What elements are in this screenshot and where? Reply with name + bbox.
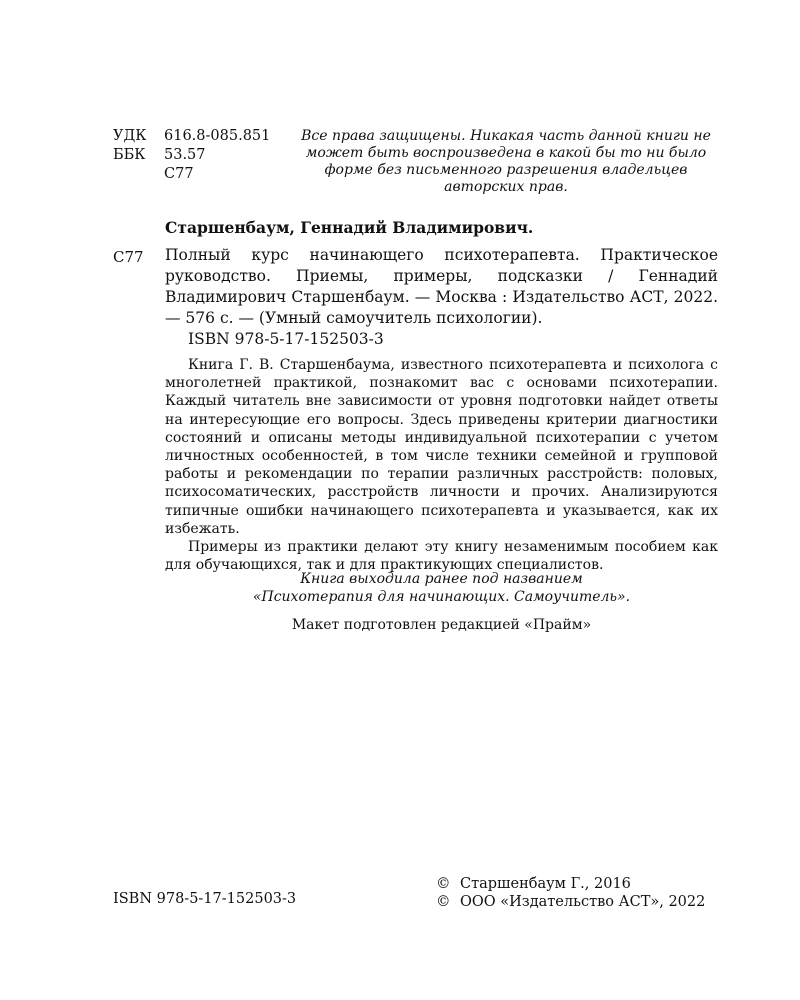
classification-codes <box>113 127 270 184</box>
copyright-icon: © <box>436 876 451 892</box>
copyright-icon: © <box>436 894 451 910</box>
copyright-text: ООО «Издательство АСТ», 2022 <box>460 894 706 910</box>
copyright-line <box>436 893 705 911</box>
udk-row <box>113 127 270 146</box>
code-key <box>113 165 164 184</box>
isbn-footer: ISBN 978-5-17-152503-3 <box>113 891 297 907</box>
bibliographic-citation: Полный курс начинающего психотерапевта. Практическое руководство. Приемы, примеры, подсказки / Геннадий Владимирович Старшенбаум. — Москва : Издательство АСТ, 2022. — 576 с. — (Умный самоучитель психологии). <box>165 246 718 327</box>
annotation <box>165 356 718 574</box>
previous-title-note <box>165 570 718 606</box>
copyright-text: Старшенбаум Г., 2016 <box>460 876 631 892</box>
isbn-main: ISBN 978-5-17-152503-3 <box>188 330 384 348</box>
copyright-block <box>436 875 705 911</box>
bbk-row <box>113 146 270 165</box>
annotation-paragraph: Примеры из практики делают эту книгу незаменимым пособием как для обучающихся, так и для практикующих специалистов. <box>165 539 718 574</box>
library-code: С77 <box>113 248 144 266</box>
annotation-paragraph: Книга Г. В. Старшенбаума, известного психотерапевта и психолога с многолетней практикой, познакомит вас с основами психотерапии. Каждый читатель вне зависимости от уровня подготовки найдет ответы на интересующие его вопросы. Здесь приведены критерии диагностики состояний и описаны методы индивидуальной психотерапии с учетом личностных особенностей, в том числе техники семейной и групповой работы и рекомендации по терапии различных расстройств: половых, психосоматических, расстройств личности и прочих. Анализируются типичные ошибки начинающего психотерапевта и указывается, как их избежать. <box>165 357 718 537</box>
code-key: УДК <box>113 128 147 144</box>
maket-note: Макет подготовлен редакцией «Прайм» <box>291 617 592 633</box>
author-mark-row <box>113 165 270 184</box>
code-key: ББК <box>113 147 146 163</box>
author-heading: Старшенбаум, Геннадий Владимирович. <box>165 218 534 237</box>
previous-title-line: Книга выходила ранее под названием <box>300 571 583 587</box>
rights-notice: Все права защищены. Никакая часть данной книги не может быть воспроизведена в какой бы то ни было форме без письменного разрешения владельцев авторских прав. <box>301 128 711 195</box>
code-value: С77 <box>164 166 194 182</box>
code-value: 53.57 <box>164 147 206 163</box>
copyright-line <box>436 875 705 893</box>
previous-title-name: «Психотерапия для начинающих. Самоучитель». <box>252 589 631 605</box>
code-value: 616.8-085.851 <box>164 128 271 144</box>
